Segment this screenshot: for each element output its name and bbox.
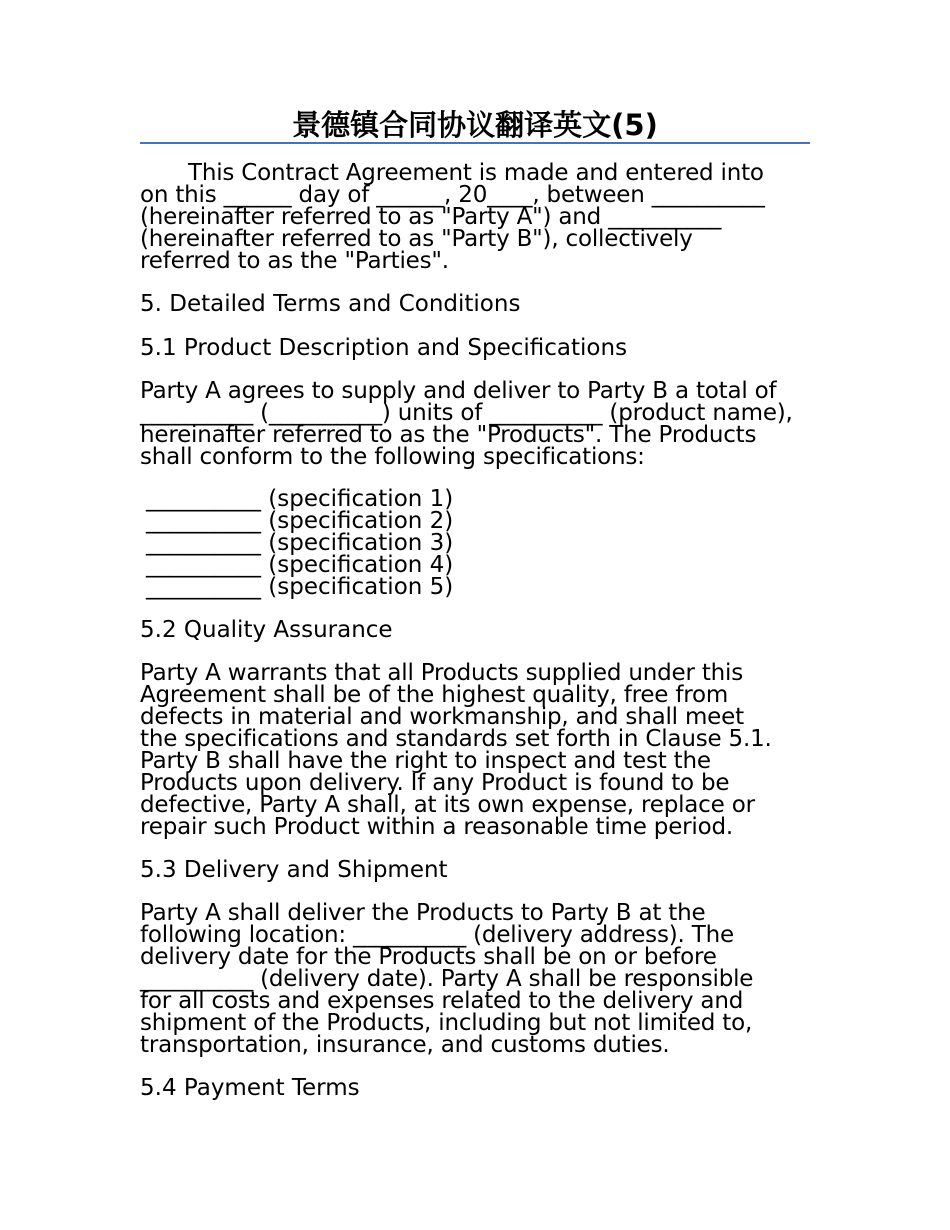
paragraph-line: delivery date for the Products shall be on or before: [140, 944, 717, 970]
paragraph-line: __________ (__________) units of __________ (product name),: [140, 400, 793, 426]
specification-list: [140, 488, 810, 598]
intro-line: on this ______ day of ______, 20____, between __________: [140, 182, 765, 208]
paragraph-line: __________ (delivery date). Party A shall be responsible: [140, 966, 754, 992]
paragraph-line: Agreement shall be of the highest quality, free from: [140, 682, 729, 708]
section-5-2-paragraph: [140, 662, 810, 838]
section-5-4-heading: 5.4 Payment Terms: [140, 1075, 360, 1101]
intro-paragraph: [140, 162, 810, 272]
specification-item: __________ (specification 1): [146, 486, 454, 512]
intro-line: referred to as the "Parties".: [140, 248, 449, 274]
paragraph-line: shall conform to the following specifications:: [140, 444, 645, 470]
section-5-1-heading: 5.1 Product Description and Specifications: [140, 335, 628, 361]
paragraph-line: following location: __________ (delivery address). The: [140, 922, 734, 948]
paragraph-line: repair such Product within a reasonable time period.: [140, 814, 733, 840]
specification-item: __________ (specification 3): [146, 530, 454, 556]
specification-item: __________ (specification 2): [146, 508, 454, 534]
intro-line: This Contract Agreement is made and entered into: [188, 160, 764, 186]
section-5-1-paragraph: [140, 380, 810, 468]
section-5-heading: 5. Detailed Terms and Conditions: [140, 291, 521, 317]
paragraph-line: transportation, insurance, and customs duties.: [140, 1032, 670, 1058]
section-5-3-paragraph: [140, 902, 810, 1056]
specification-item: __________ (specification 5): [146, 574, 454, 600]
paragraph-line: Party A shall deliver the Products to Party B at the: [140, 900, 706, 926]
paragraph-line: Products upon delivery. If any Product is found to be: [140, 770, 730, 796]
paragraph-line: defects in material and workmanship, and shall meet: [140, 704, 744, 730]
paragraph-line: shipment of the Products, including but not limited to,: [140, 1010, 753, 1036]
intro-line: (hereinafter referred to as "Party B"), collectively: [140, 226, 693, 252]
specification-item: __________ (specification 4): [146, 552, 454, 578]
paragraph-line: the specifications and standards set forth in Clause 5.1.: [140, 726, 772, 752]
intro-line: (hereinafter referred to as "Party A") and __________: [140, 204, 722, 230]
paragraph-line: for all costs and expenses related to the delivery and: [140, 988, 744, 1014]
section-5-3-heading: 5.3 Delivery and Shipment: [140, 857, 448, 883]
paragraph-line: Party A agrees to supply and deliver to Party B a total of: [140, 378, 777, 404]
paragraph-line: Party B shall have the right to inspect and test the: [140, 748, 711, 774]
section-5-2-heading: 5.2 Quality Assurance: [140, 617, 393, 643]
document-title: 景德镇合同协议翻译英文(5): [292, 108, 658, 142]
paragraph-line: hereinafter referred to as the "Products". The Products: [140, 422, 757, 448]
paragraph-line: Party A warrants that all Products supplied under this: [140, 660, 744, 686]
paragraph-line: defective, Party A shall, at its own expense, replace or: [140, 792, 755, 818]
title-bar: [140, 104, 810, 144]
